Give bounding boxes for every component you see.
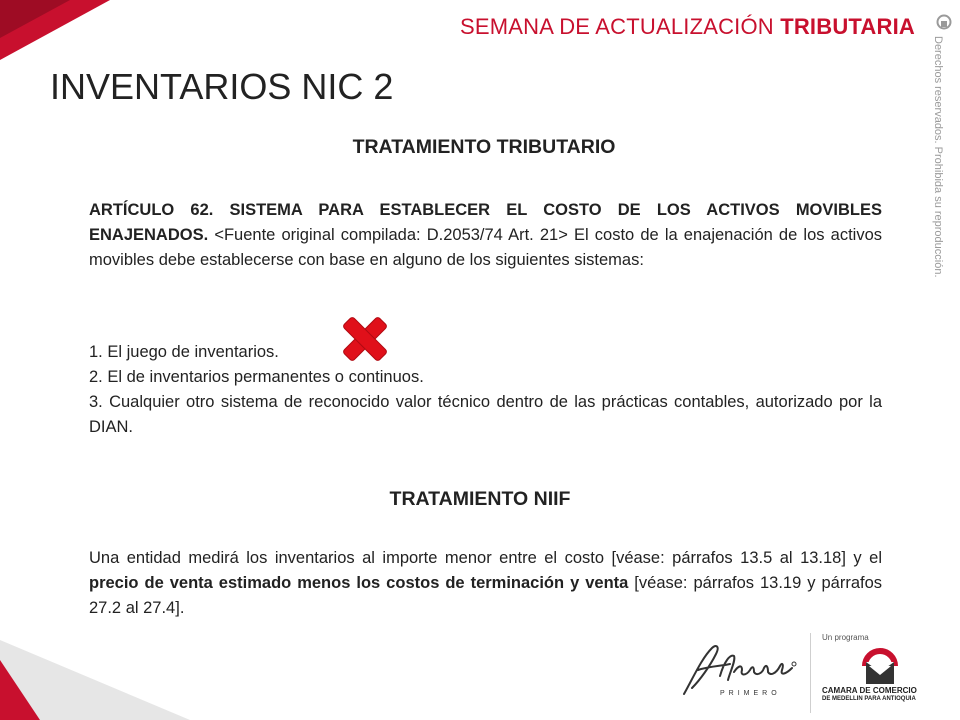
un-programa-label: Un programa: [822, 633, 869, 642]
systems-list: [89, 340, 882, 440]
list-item: 1. El juego de inventarios.: [89, 343, 279, 361]
footer-divider: [810, 633, 811, 713]
banner-light-text: SEMANA DE ACTUALIZACIÓN: [460, 14, 774, 39]
section-heading-niif: TRATAMIENTO NIIF: [389, 488, 571, 510]
list-item: 2. El de inventarios permanentes o continuos.: [89, 368, 424, 386]
list-item: 3. Cualquier otro sistema de reconocido valor técnico dentro de las prácticas contables, autorizado por la DIAN.: [89, 393, 882, 436]
article-body: <Fuente original compilada: D.2053/74 Art. 21> El costo de la enajenación de los activos movibles debe establecerse con base en alguno de los siguientes sistemas:: [89, 226, 882, 269]
primero-text: PRIMERO: [720, 690, 781, 697]
corner-decoration-top: [0, 0, 110, 60]
niif-paragraph: [89, 546, 882, 621]
page-title: INVENTARIOS NIC 2: [50, 66, 394, 107]
camara-comercio-logo: [820, 632, 945, 716]
copyright-notice: Derechos reservados. Prohibida su reproducción.: [932, 36, 944, 278]
corner-decoration-bottom: [0, 640, 190, 720]
section-heading-tributario: TRATAMIENTO TRIBUTARIO: [352, 136, 616, 158]
niif-text-bold: precio de venta estimado menos los costos de terminación y venta: [89, 574, 629, 592]
niif-text-start: Una entidad medirá los inventarios al importe menor entre el costo [véase: párrafos 13.5 al 13.18] y el: [89, 549, 882, 567]
camara-subtitle: DE MEDELLIN PARA ANTIOQUIA: [822, 696, 916, 702]
niif-text-end: [véase: párrafos 13.19 y párrafos 27.2 al 27.4].: [89, 574, 882, 617]
side-logo-icon: [936, 14, 952, 30]
article-paragraph: [89, 198, 882, 273]
event-banner: [460, 14, 915, 40]
banner-bold-text: TRIBUTARIA: [780, 14, 915, 39]
camara-name: CAMARA DE COMERCIO: [822, 686, 917, 695]
article-title: ARTÍCULO 62. SISTEMA PARA ESTABLECER EL COSTO DE LOS ACTIVOS MOVIBLES ENAJENADOS.: [89, 201, 882, 244]
red-x-icon: [338, 312, 392, 366]
